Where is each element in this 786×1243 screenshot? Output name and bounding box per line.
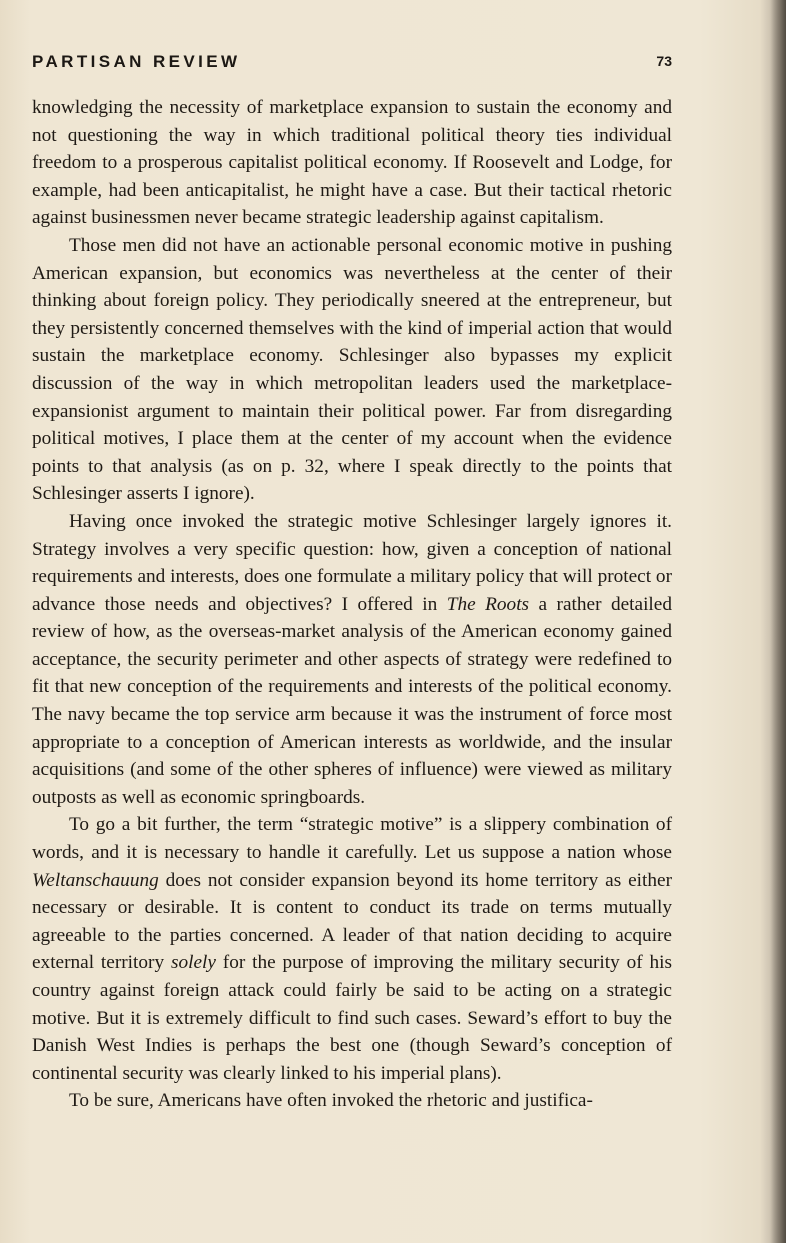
paragraph-3-text-b: a rather detailed review of how, as the overseas-market analysis of the American economy gained acceptance, the security perimeter and other aspects of strategy were redefined to fit that new conception of the requirements and interests of the political economy. The navy became the top service arm because it was the instrument of force most appropriate to a conception of American interests as worldwide, and the insular acquisitions (and some of the other spheres of influence) were viewed as military outposts as well as economic springboards. [32,593,672,808]
paragraph-4-text-c: for the purpose of improving the military security of his country against foreign attack could fairly be said to be acting on a strategic motive. But it is extremely difficult to find such cases. Seward’s effort to buy the Danish West Indies is perhaps the best one (though Seward’s conception of continental security was clearly linked to his imperial plans). [32,952,673,1084]
paragraph-1: knowledging the necessity of marketplace expansion to sustain the economy and not questioning the way in which traditional political theory ties individual freedom to a prosperous capitalist political economy. If Roosevelt and Lodge, for example, had been anticapitalist, he might have a case. But their tactical rhetoric against businessmen never became strategic leadership against capitalism. [32,97,672,229]
binding-shadow [770,0,786,1243]
paragraph-2: Those men did not have an actionable personal economic motive in pushing American expansion, but economics was nevertheless at the center of their thinking about foreign policy. They periodically sneered at the entrepreneur, but they persistently concerned themselves with the kind of imperial action that would sustain the marketplace economy. Schlesinger also bypasses my explicit discussion of the way in which metropolitan leaders used the marketplace-expansionist argument to maintain their political power. Far from disregarding political motives, I place them at the center of my account when the evidence points to that analysis (as on p. 32, where I speak directly to the points that Schlesinger asserts I ignore). [32,234,672,505]
paragraph-4 [32,811,672,1087]
paragraph-5: To be sure, Americans have often invoked the rhetoric and justifica- [69,1090,593,1112]
emphasis-solely: solely [170,952,216,974]
paragraph-4-text-b: does not consider expansion beyond its home territory as either necessary or desirable. It is content to conduct its trade on terms mutually agreeable to the parties concerned. A leader of that nation deciding to acquire external territory [32,869,672,974]
paragraph-3 [32,508,672,812]
journal-title: PARTISAN REVIEW [32,52,241,71]
term-weltanschauung: Weltanschauung [32,869,159,891]
body-text [32,94,672,1115]
paragraph-3-text-a: Having once invoked the strategic motive Schlesinger largely ignores it. Strategy involves a very specific question: how, given a conception of national requirements and interests, does one formulate a military policy that will protect or advance those needs and objectives? I offered in [32,510,672,615]
paragraph-4-text-a: To go a bit further, the term “strategic motive” is a slippery combination of words, and it is necessary to handle it carefully. Let us suppose a nation whose [32,814,672,864]
running-head [32,52,672,78]
page-number: 73 [656,53,672,69]
book-title-the-roots: The Roots [446,593,530,615]
